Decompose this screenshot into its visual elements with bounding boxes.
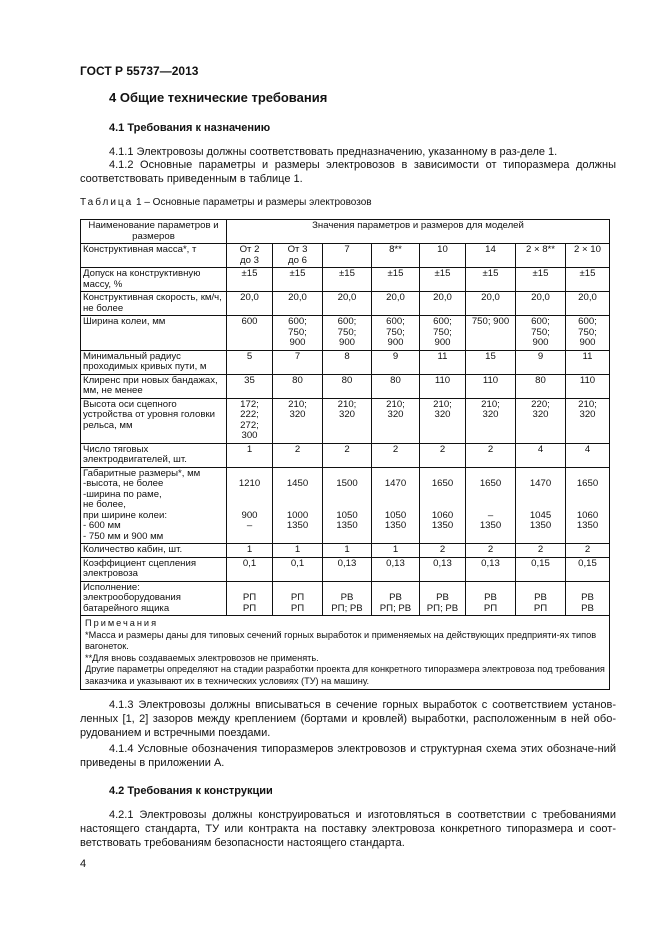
table-cell: РВ РП; РВ: [372, 581, 420, 616]
table-cell: 600; 750; 900: [420, 316, 466, 351]
table-row: [81, 467, 610, 544]
table-cell: 210; 320: [273, 398, 323, 443]
table-header-row: [81, 220, 610, 244]
table-cell: 1470 1050 1350: [372, 467, 420, 544]
table-cell: 8: [323, 350, 372, 374]
table-row: [81, 316, 610, 351]
table-cell: 0,15: [566, 557, 610, 581]
document-code: ГОСТ Р 55737—2013: [80, 64, 199, 78]
table-cell: ±15: [273, 268, 323, 292]
table-row: [81, 557, 610, 581]
paragraph-4-1-2: 4.1.2 Основные параметры и размеры электровозов в зависимости от типоразмера должны соответствовать приведенным в таблице 1.: [80, 159, 616, 185]
table-cell: 80: [323, 374, 372, 398]
table-cell: РВ РП; РВ: [323, 581, 372, 616]
table-cell: 600; 750; 900: [566, 316, 610, 351]
table-cell: 0,13: [420, 557, 466, 581]
table-cell: 110: [420, 374, 466, 398]
table-cell: 210; 320: [372, 398, 420, 443]
table-row: [81, 374, 610, 398]
table-cell: 20,0: [516, 292, 566, 316]
table-cell: 600; 750; 900: [273, 316, 323, 351]
table-cell: 7: [323, 244, 372, 268]
row-label: Количество кабин, шт.: [81, 544, 227, 558]
table-cell: 0,15: [516, 557, 566, 581]
table-row: [81, 244, 610, 268]
table-cell: 2: [323, 443, 372, 467]
table-cell: 80: [516, 374, 566, 398]
table-cell: РП РП: [227, 581, 273, 616]
table-cell: 0,13: [372, 557, 420, 581]
table-cell: 20,0: [273, 292, 323, 316]
table-cell: 1210 900 –: [227, 467, 273, 544]
table-cell: 2: [466, 443, 516, 467]
table-cell: 2: [466, 544, 516, 558]
note-item: *Масса и размеры даны для типовых сечений горных выработок и применяемых на действующих предприяти-ях типов вагонеток.: [85, 629, 597, 651]
table-cell: 1: [227, 443, 273, 467]
row-label: Габаритные размеры*, мм -высота, не более -ширина по раме, не более, при ширине колеи: - 600 мм - 750 мм и 900 мм: [81, 467, 227, 544]
table-row: [81, 268, 610, 292]
table-notes: [81, 616, 610, 690]
row-label: Минимальный радиус проходимых кривых пути, м: [81, 350, 227, 374]
table-row: [81, 398, 610, 443]
parameters-table: [80, 219, 610, 690]
table-cell: РВ РП: [516, 581, 566, 616]
table-cell: 0,1: [227, 557, 273, 581]
table-cell: ±15: [372, 268, 420, 292]
table-cell: ±15: [323, 268, 372, 292]
table-notes-row: [81, 616, 610, 690]
table-row: [81, 350, 610, 374]
table-cell: 20,0: [566, 292, 610, 316]
table-cell: ±15: [516, 268, 566, 292]
paragraph-4-1-1: 4.1.1 Электровозы должны соответствовать предназначению, указанному в раз-деле 1.: [109, 146, 558, 158]
table-cell: 2 × 8**: [516, 244, 566, 268]
table-cell: 110: [566, 374, 610, 398]
table-cell: 5: [227, 350, 273, 374]
table-cell: 172; 222; 272; 300: [227, 398, 273, 443]
table-cell: 0,13: [323, 557, 372, 581]
table-cell: 4: [516, 443, 566, 467]
table-cell: 20,0: [323, 292, 372, 316]
row-label: Исполнение: электрооборудования батарейного ящика: [81, 581, 227, 616]
table-cell: 210; 320: [566, 398, 610, 443]
table-cell: 1450 1000 1350: [273, 467, 323, 544]
table-cell: 11: [566, 350, 610, 374]
row-label: Число тяговых электродвигателей, шт.: [81, 443, 227, 467]
table-cell: 20,0: [372, 292, 420, 316]
row-label: Коэффициент сцепления электровоза: [81, 557, 227, 581]
table-cell: 20,0: [227, 292, 273, 316]
note-item: **Для вновь создаваемых электровозов не применять.: [85, 652, 319, 663]
table-cell: 20,0: [466, 292, 516, 316]
table-cell: 110: [466, 374, 516, 398]
table-cell: 600: [227, 316, 273, 351]
table-cell: 15: [466, 350, 516, 374]
table-cell: 1: [323, 544, 372, 558]
table-cell: 1: [372, 544, 420, 558]
table-cell: 11: [420, 350, 466, 374]
row-label: Конструктивная масса*, т: [81, 244, 227, 268]
table-cell: ±15: [566, 268, 610, 292]
table-row: [81, 443, 610, 467]
table-cell: 2 × 10: [566, 244, 610, 268]
table-cell: 9: [372, 350, 420, 374]
table-cell: 14: [466, 244, 516, 268]
table-cell: 0,1: [273, 557, 323, 581]
subsection-4-2-title: 4.2 Требования к конструкции: [109, 785, 273, 797]
table-cell: 80: [372, 374, 420, 398]
table-cell: 750; 900: [466, 316, 516, 351]
table-cell: ±15: [420, 268, 466, 292]
table-cell: 1: [273, 544, 323, 558]
table-cell: От 3 до 6: [273, 244, 323, 268]
table-cell: 2: [420, 544, 466, 558]
subsection-4-1-title: 4.1 Требования к назначению: [109, 122, 271, 134]
header-parameter-name: Наименование параметров и размеров: [81, 220, 227, 244]
table-caption: Таблица 1 – Основные параметры и размеры электровозов: [80, 197, 372, 208]
row-label: Высота оси сцепного устройства от уровня головки рельса, мм: [81, 398, 227, 443]
table-cell: 20,0: [420, 292, 466, 316]
table-cell: РВ РП; РВ: [420, 581, 466, 616]
table-cell: 2: [420, 443, 466, 467]
table-cell: 1650 1060 1350: [566, 467, 610, 544]
table-cell: 1650 – 1350: [466, 467, 516, 544]
table-cell: 9: [516, 350, 566, 374]
table-cell: 4: [566, 443, 610, 467]
note-item: Другие параметры определяют на стадии разработки проекта для конкретного типоразмера электровоза под требования заказчика и указывают их в технических условиях (ТУ) на машину.: [85, 664, 605, 686]
table-cell: 2: [273, 443, 323, 467]
table-cell: 1650 1060 1350: [420, 467, 466, 544]
row-label: Конструктивная скорость, км/ч, не более: [81, 292, 227, 316]
row-label: Допуск на конструктивную массу, %: [81, 268, 227, 292]
table-row: [81, 581, 610, 616]
table-cell: 0,13: [466, 557, 516, 581]
table-cell: 8**: [372, 244, 420, 268]
table-cell: От 2 до 3: [227, 244, 273, 268]
table-cell: 35: [227, 374, 273, 398]
table-cell: 210; 320: [323, 398, 372, 443]
table-cell: 220; 320: [516, 398, 566, 443]
table-cell: 1500 1050 1350: [323, 467, 372, 544]
table-cell: 210; 320: [466, 398, 516, 443]
table-cell: РВ РП: [466, 581, 516, 616]
table-cell: 10: [420, 244, 466, 268]
table-cell: ±15: [466, 268, 516, 292]
header-model-values: Значения параметров и размеров для моделей: [227, 220, 610, 244]
table-cell: 7: [273, 350, 323, 374]
table-cell: РВ РВ: [566, 581, 610, 616]
table-cell: ±15: [227, 268, 273, 292]
table-row: [81, 544, 610, 558]
paragraph-4-1-3: 4.1.3 Электровозы должны вписываться в сечение горных выработок с соответствием установ-ленных [1, 2] зазоров между креплением (бортами и кровлей) выработки, расположенным в ней обо-рудованием и встречными поездами.: [80, 699, 616, 739]
table-cell: РП РП: [273, 581, 323, 616]
table-cell: 600; 750; 900: [323, 316, 372, 351]
row-label: Ширина колеи, мм: [81, 316, 227, 351]
section-title: 4 Общие технические требования: [109, 90, 328, 105]
table-cell: 210; 320: [420, 398, 466, 443]
table-cell: 1: [227, 544, 273, 558]
table-cell: 2: [516, 544, 566, 558]
table-cell: 80: [273, 374, 323, 398]
table-row: [81, 292, 610, 316]
page-number: 4: [80, 858, 87, 870]
row-label: Клиренс при новых бандажах, мм, не менее: [81, 374, 227, 398]
paragraph-4-1-4: 4.1.4 Условные обозначения типоразмеров электровозов и структурная схема этих обозначе-ний приведены в приложении А.: [80, 743, 616, 769]
table-cell: 1470 1045 1350: [516, 467, 566, 544]
table-cell: 2: [566, 544, 610, 558]
paragraph-4-2-1: 4.2.1 Электровозы должны конструироваться и изготовляться в соответствии с требованиями настоящего стандарта, ТУ или контракта на поставку электровоза конкретного типоразмера и соот-ветствовать требованиям безопасности настоящего стандарта.: [80, 809, 616, 849]
table-cell: 2: [372, 443, 420, 467]
table-cell: 600; 750; 900: [516, 316, 566, 351]
table-cell: 600; 750; 900: [372, 316, 420, 351]
notes-title: Примечания: [85, 618, 159, 628]
